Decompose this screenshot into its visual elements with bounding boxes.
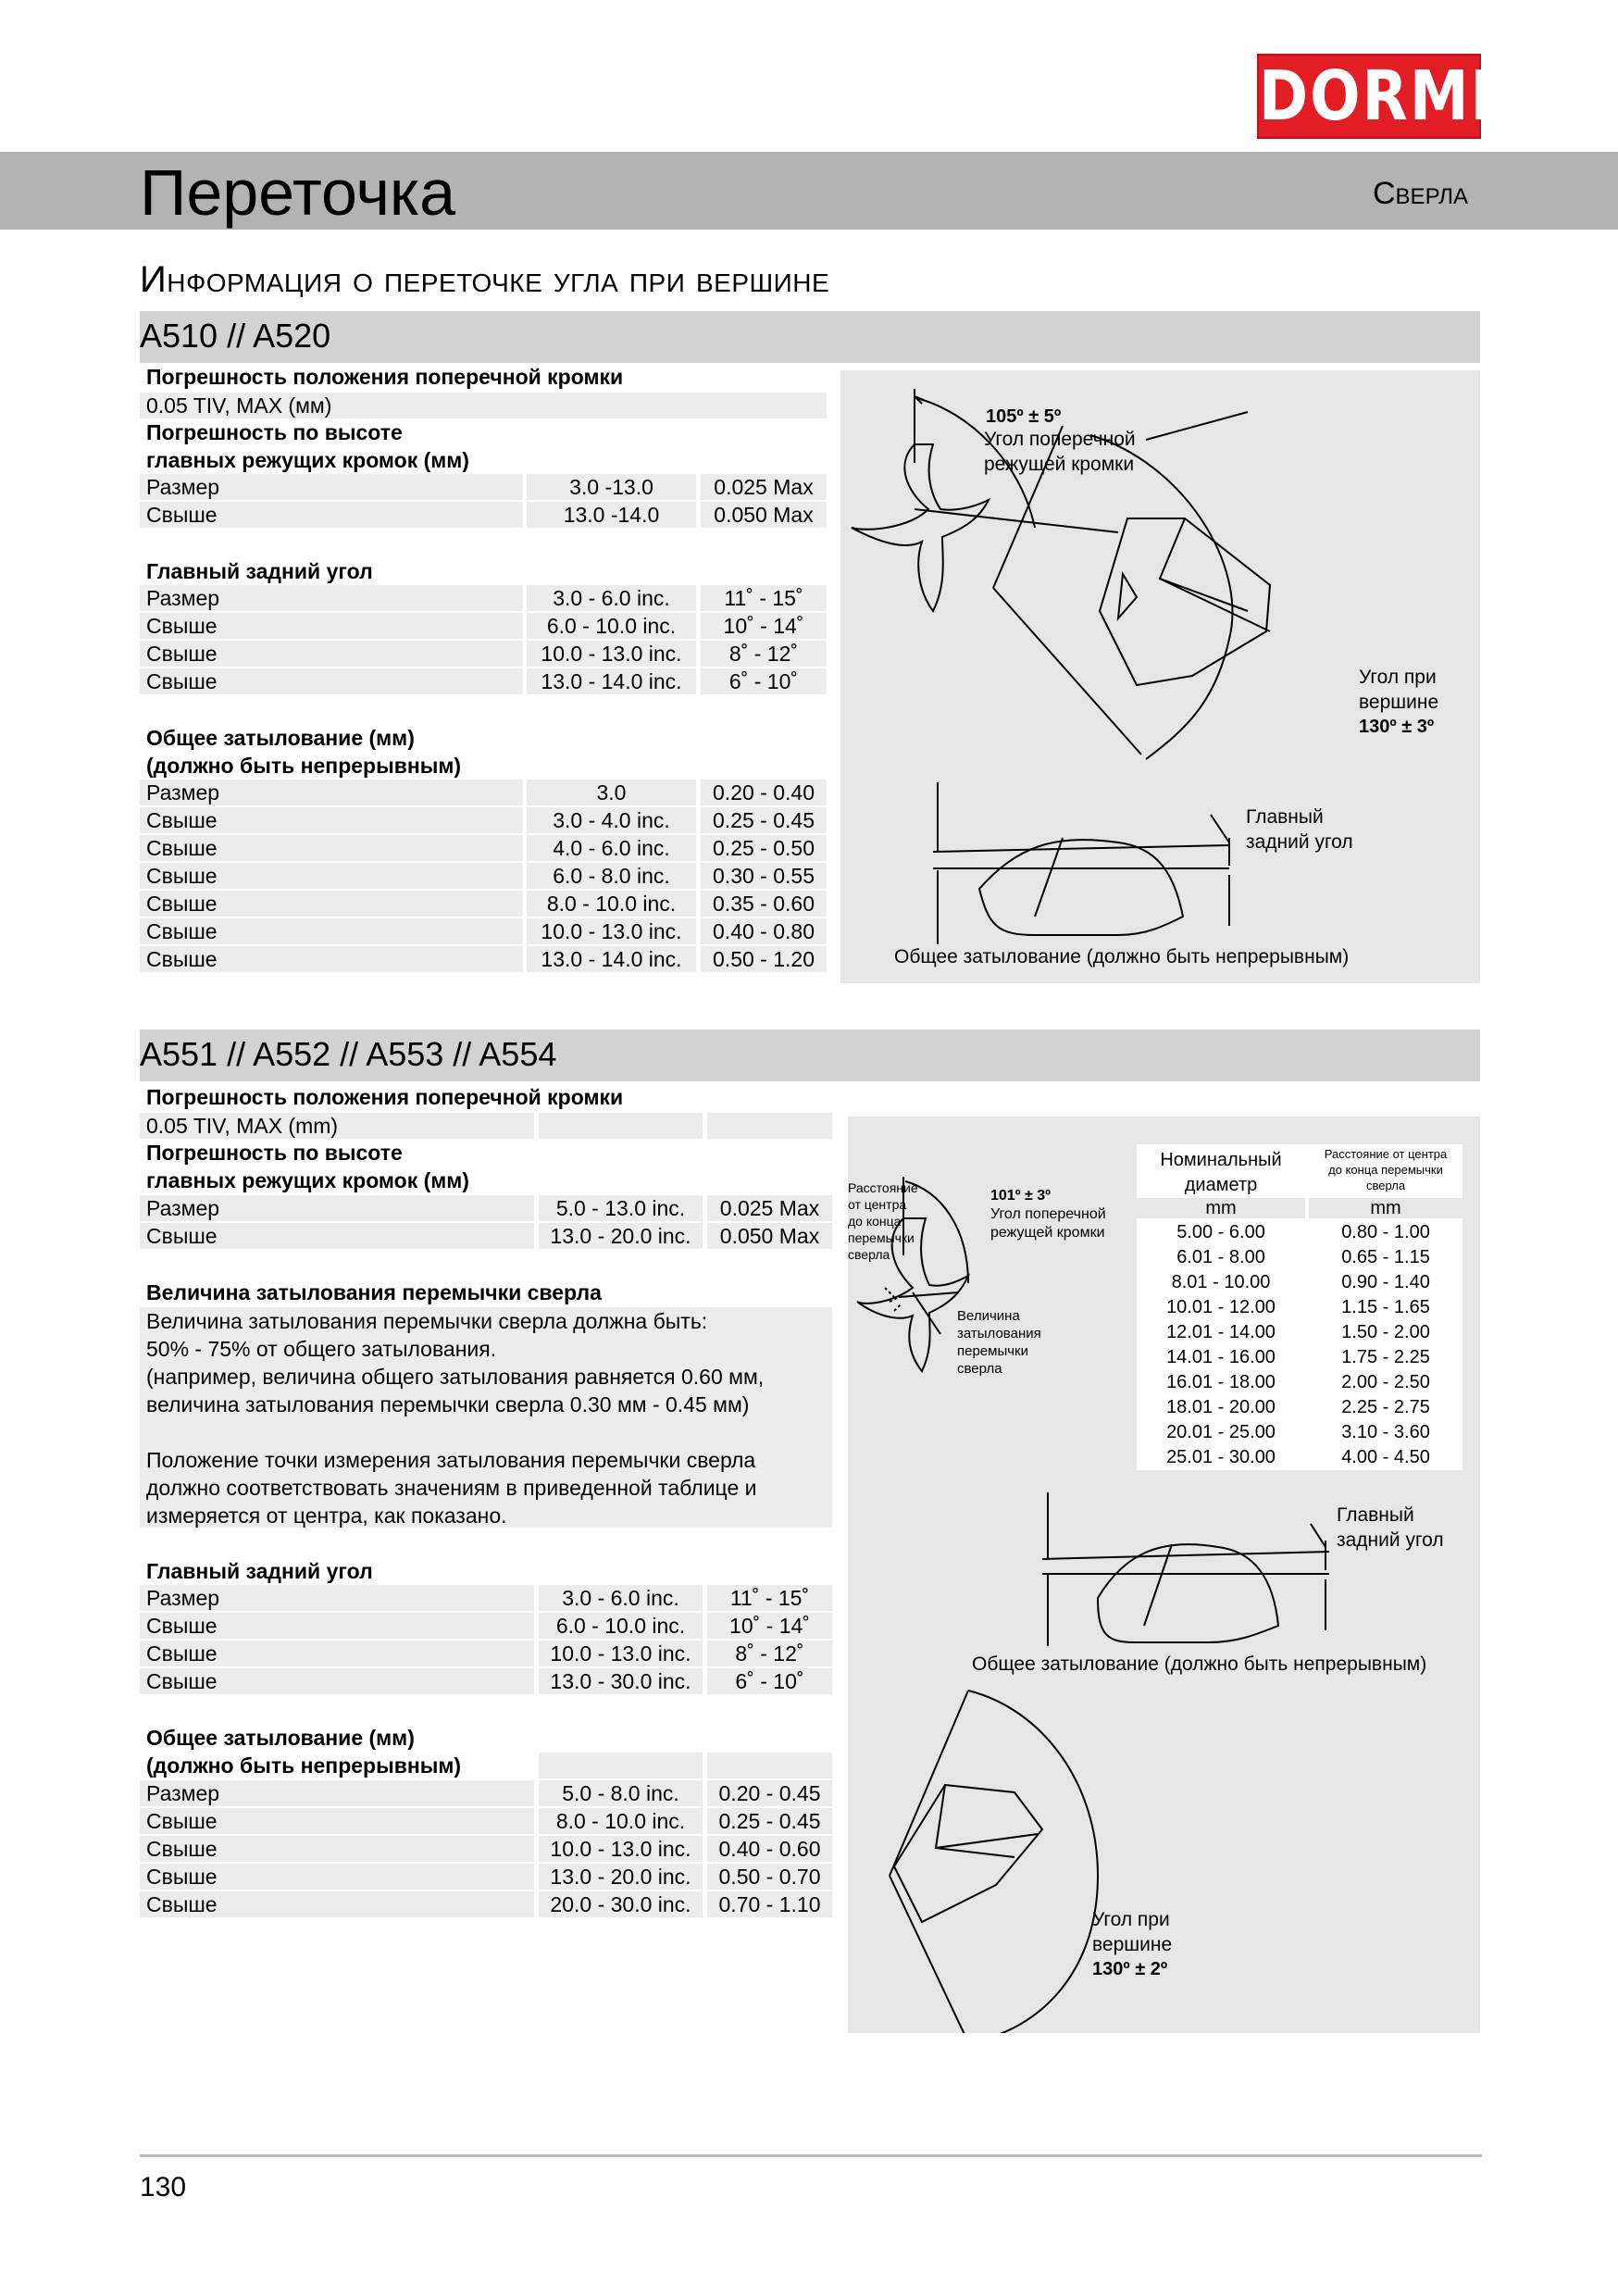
s2-relief-text: Свыше bbox=[146, 1865, 218, 1889]
s1-angle-cell bbox=[140, 585, 523, 611]
section2-title-bar bbox=[140, 1029, 1480, 1081]
s2-web-line-4: величина затылования перемычки сверла 0.30 мм - 0.45 мм) bbox=[146, 1392, 750, 1416]
s2-relief-cell bbox=[707, 1864, 832, 1890]
s1-relief-cell bbox=[527, 946, 696, 972]
s1-angle-text: 6˚ - 10˚ bbox=[728, 669, 799, 693]
s2-height-heading-2: главных режущих кромок (мм) bbox=[146, 1168, 469, 1192]
s2-tab-cell: 8.01 - 10.00 bbox=[1171, 1272, 1271, 1292]
s2-tab-cell: 5.00 - 6.00 bbox=[1176, 1222, 1265, 1242]
section-name: Сверла bbox=[1373, 176, 1468, 211]
s2-tab-header-diameter-2: диаметр bbox=[1184, 1175, 1258, 1195]
s2-angle-cell bbox=[140, 1585, 534, 1611]
s1-relief-text: 0.40 - 0.80 bbox=[713, 919, 815, 943]
s1-angle-cell bbox=[527, 613, 696, 639]
s2-web-line-7: измеряется от центра, как показано. bbox=[146, 1504, 507, 1528]
s2-chisel-angle: 101º ± 3º bbox=[990, 1188, 1051, 1204]
s2-angle-cell bbox=[539, 1585, 703, 1611]
s1-height-cell bbox=[527, 474, 696, 500]
s2-height-cell bbox=[140, 1223, 534, 1249]
s1-height-cell bbox=[701, 502, 827, 528]
s2-tab-unit-1: mm bbox=[1137, 1198, 1305, 1218]
s1-relief-text: 0.30 - 0.55 bbox=[713, 864, 815, 888]
s2-tab-cell: 12.01 - 14.00 bbox=[1166, 1322, 1276, 1342]
s1-angle-text: 8˚ - 12˚ bbox=[728, 642, 799, 666]
s1-angle-text: Размер bbox=[146, 586, 220, 610]
s1-height-heading: Погрешность по высоте bbox=[146, 420, 403, 444]
s2-angle-cell bbox=[707, 1613, 832, 1639]
s2-web-line-6: должно соответствовать значениям в приведенной таблице и bbox=[146, 1476, 757, 1500]
s2-height-cell bbox=[539, 1195, 703, 1221]
s1-angle-text: Свыше bbox=[146, 614, 218, 638]
s1-relief-text: 8.0 - 10.0 inc. bbox=[546, 892, 677, 916]
s2-height-cell bbox=[539, 1223, 703, 1249]
s2-angle-text: 6.0 - 10.0 inc. bbox=[555, 1614, 686, 1638]
s1-relief-cell bbox=[527, 891, 696, 917]
s2-tab-cell: 0.90 - 1.40 bbox=[1341, 1272, 1430, 1292]
s2-relief-text: Свыше bbox=[146, 1892, 218, 1916]
s2-angle-heading: Главный задний угол bbox=[146, 1559, 373, 1583]
s2-dist-label-5: сверла bbox=[848, 1247, 890, 1262]
s2-web-distance-table bbox=[1137, 1144, 1462, 1470]
s2-point-value: 130º ± 2º bbox=[1092, 1959, 1168, 1979]
s2-angle-text: Свыше bbox=[146, 1669, 218, 1693]
s1-relief-text: 13.0 - 14.0 inc. bbox=[541, 947, 682, 971]
s1-angle-text: Свыше bbox=[146, 669, 218, 693]
s2-web-paragraph-1 bbox=[146, 1307, 764, 1418]
s2-tab-cell: 2.00 - 2.50 bbox=[1341, 1372, 1430, 1392]
s1-relief-cell bbox=[527, 835, 696, 861]
s1-angle-text: 10˚ - 14˚ bbox=[723, 614, 804, 638]
s1-pos-value: 0.05 TIV, MAX (мм) bbox=[146, 393, 332, 418]
s1-point-label-1: Угол при bbox=[1359, 667, 1437, 688]
s2-relief-text: Размер bbox=[146, 1781, 220, 1805]
s1-relief-text: Размер bbox=[146, 780, 220, 805]
s1-relief-text: 0.25 - 0.50 bbox=[713, 836, 815, 860]
s1-relief-text: 0.20 - 0.40 bbox=[713, 780, 815, 805]
s2-relief-heading-2: (должно быть непрерывным) bbox=[146, 1753, 462, 1778]
s1-relief-cell bbox=[140, 863, 523, 889]
s1-chisel-label-2: режущей кромки bbox=[984, 454, 1135, 475]
s2-angle-text: 8˚ - 12˚ bbox=[735, 1641, 804, 1666]
s1-relief-text: 0.35 - 0.60 bbox=[713, 892, 815, 916]
s2-relief-caption: Общее затылование (должно быть непрерывным) bbox=[972, 1653, 1427, 1675]
page-title: Переточка bbox=[140, 156, 456, 229]
s2-angle-text: Свыше bbox=[146, 1614, 218, 1638]
s1-relief-cell bbox=[701, 863, 827, 889]
s2-dist-label-3: до конца bbox=[848, 1214, 902, 1229]
s2-angle-text: Размер bbox=[146, 1586, 220, 1610]
s1-relief-cell bbox=[527, 863, 696, 889]
s1-relief-cell bbox=[527, 918, 696, 944]
s2-angle-text: 6˚ - 10˚ bbox=[735, 1669, 804, 1693]
s1-relief-text: 10.0 - 13.0 inc. bbox=[541, 919, 682, 943]
s1-relief-text: Свыше bbox=[146, 808, 218, 832]
s2-tab-cell: 18.01 - 20.00 bbox=[1166, 1397, 1276, 1417]
s1-angle-cell bbox=[140, 668, 523, 694]
s1-relief-text: Свыше bbox=[146, 864, 218, 888]
s2-relief-text: 20.0 - 30.0 inc. bbox=[550, 1892, 691, 1916]
s2-side-view-drawing bbox=[890, 1691, 1098, 2033]
s1-angle-cell bbox=[701, 641, 827, 667]
s2-angle-text: 11˚ - 15˚ bbox=[729, 1586, 810, 1610]
s1-angle-cell bbox=[701, 613, 827, 639]
s2-relief-cell bbox=[140, 1808, 534, 1834]
s2-dist-label-4: перемычки bbox=[848, 1230, 915, 1245]
s1-relief-text: Свыше bbox=[146, 836, 218, 860]
s2-tab-header-diameter-1: Номинальный bbox=[1160, 1150, 1282, 1170]
s2-relief-text: 0.20 - 0.45 bbox=[718, 1781, 821, 1805]
s2-relief-cell bbox=[140, 1836, 534, 1862]
s2-tab-header-distance bbox=[1309, 1146, 1462, 1193]
s2-pos-empty-cell bbox=[539, 1113, 703, 1139]
s2-tab-cell: 6.01 - 8.00 bbox=[1176, 1247, 1265, 1267]
s1-angle-cell bbox=[140, 613, 523, 639]
s2-height-cell bbox=[140, 1195, 534, 1221]
s2-relief-text: 0.70 - 1.10 bbox=[718, 1892, 821, 1916]
s2-tab-cell: 25.01 - 30.00 bbox=[1166, 1447, 1276, 1467]
s2-height-cell bbox=[707, 1195, 832, 1221]
s2-relief-text: 5.0 - 8.0 inc. bbox=[562, 1781, 679, 1805]
s2-web-line-2: 50% - 75% от общего затылования. bbox=[146, 1337, 497, 1361]
s2-relief-empty-cell bbox=[539, 1753, 703, 1778]
s1-relief-text: 3.0 - 4.0 inc. bbox=[553, 808, 670, 832]
s1-relief-cell bbox=[701, 891, 827, 917]
s1-relief-cell bbox=[701, 780, 827, 805]
s2-relief-cell bbox=[707, 1780, 832, 1806]
s1-relief-caption: Общее затылование (должно быть непрерывным) bbox=[894, 946, 1350, 967]
s1-relief-cell bbox=[701, 807, 827, 833]
logo-text: DORMER bbox=[1259, 57, 1561, 137]
s2-web-label-1: Величина bbox=[957, 1308, 1020, 1324]
s2-relief-cell bbox=[539, 1891, 703, 1917]
s2-relief-cell bbox=[539, 1836, 703, 1862]
page-number: 130 bbox=[140, 2172, 187, 2202]
s2-tab-header-distance-1: Расстояние от центра bbox=[1324, 1147, 1448, 1161]
s2-relief-empty-cell-2 bbox=[707, 1753, 832, 1778]
s1-height-cell bbox=[140, 502, 523, 528]
s2-tab-cell: 0.65 - 1.15 bbox=[1341, 1247, 1430, 1267]
s1-angle-text: 11˚ - 15˚ bbox=[724, 586, 803, 610]
s1-pos-cell bbox=[140, 393, 827, 418]
s2-angle-cell bbox=[539, 1641, 703, 1666]
s2-tab-header-distance-2: до конца перемычки bbox=[1328, 1163, 1443, 1177]
s1-angle-text: 10.0 - 13.0 inc. bbox=[541, 642, 682, 666]
s2-angle-cell bbox=[140, 1641, 534, 1666]
s1-relief-text: 6.0 - 8.0 inc. bbox=[553, 864, 670, 888]
s1-relief-cell bbox=[527, 807, 696, 833]
s2-tab-header-distance-3: сверла bbox=[1365, 1179, 1406, 1192]
s1-height-text: Размер bbox=[146, 475, 220, 499]
s2-web-label-3: перемычки bbox=[957, 1343, 1028, 1359]
s1-end-view-drawing bbox=[852, 389, 1118, 611]
s1-relief-cell bbox=[701, 918, 827, 944]
s2-angle-text: 13.0 - 30.0 inc. bbox=[550, 1669, 691, 1693]
s1-height-text: 0.050 Max bbox=[714, 503, 814, 527]
s1-relief-cell bbox=[140, 835, 523, 861]
s1-relief-text: 0.25 - 0.45 bbox=[713, 808, 815, 832]
s1-point-label-2: вершине bbox=[1359, 692, 1439, 713]
s2-web-line-5: Положение точки измерения затылования перемычки сверла bbox=[146, 1448, 756, 1472]
s2-relief-cell bbox=[140, 1864, 534, 1890]
s1-relief-cell bbox=[140, 780, 523, 805]
s2-relief-cell bbox=[539, 1864, 703, 1890]
s1-height-cell bbox=[701, 474, 827, 500]
s1-relief-cell bbox=[140, 891, 523, 917]
s1-angle-text: Свыше bbox=[146, 642, 218, 666]
s2-relief-cell bbox=[707, 1808, 832, 1834]
s2-relief-text: 10.0 - 13.0 inc. bbox=[550, 1837, 691, 1861]
dormer-logo bbox=[1257, 54, 1561, 139]
s1-angle-text: 13.0 - 14.0 inc. bbox=[541, 669, 682, 693]
s2-angle-text: 10.0 - 13.0 inc. bbox=[550, 1641, 691, 1666]
s1-height-text: 3.0 -13.0 bbox=[569, 475, 653, 499]
s2-web-line-1: Величина затылования перемычки сверла должна быть: bbox=[146, 1309, 708, 1333]
s2-height-text: Свыше bbox=[146, 1224, 218, 1248]
s2-angle-text: 10˚ - 14˚ bbox=[729, 1614, 810, 1638]
s1-relief-heading: Общее затылование (мм) bbox=[146, 726, 415, 750]
s1-angle-cell bbox=[527, 585, 696, 611]
s1-height-text: Свыше bbox=[146, 503, 218, 527]
s1-angle-text: 6.0 - 10.0 inc. bbox=[546, 614, 677, 638]
s2-relief-text: Свыше bbox=[146, 1809, 218, 1833]
s2-tab-cell: 20.01 - 25.00 bbox=[1166, 1422, 1276, 1442]
s2-relief-text: 8.0 - 10.0 inc. bbox=[555, 1809, 686, 1833]
s1-relief-cell bbox=[140, 946, 523, 972]
s2-lip-label-1: Главный bbox=[1337, 1504, 1414, 1526]
s2-tab-cell: 10.01 - 12.00 bbox=[1166, 1297, 1276, 1317]
s2-relief-heading: Общее затылование (мм) bbox=[146, 1726, 415, 1750]
s1-lip-label-2: задний угол bbox=[1246, 831, 1353, 853]
s1-angle-cell bbox=[527, 668, 696, 694]
s2-web-line-3: (например, величина общего затылования равняется 0.60 мм, bbox=[146, 1365, 765, 1389]
s1-relief-cell bbox=[701, 835, 827, 861]
s2-web-paragraph-2 bbox=[146, 1446, 757, 1529]
s1-angle-heading: Главный задний угол bbox=[146, 559, 373, 583]
s2-angle-cell bbox=[140, 1668, 534, 1694]
s2-height-text: Размер bbox=[146, 1196, 220, 1220]
section1-title-bar bbox=[140, 311, 1480, 363]
s2-angle-cell bbox=[707, 1641, 832, 1666]
s1-relief-cell bbox=[140, 807, 523, 833]
s1-relief-text: Свыше bbox=[146, 892, 218, 916]
s2-relief-cell bbox=[707, 1891, 832, 1917]
s2-pos-heading: Погрешность положения поперечной кромки bbox=[146, 1085, 624, 1109]
s2-angle-text: 3.0 - 6.0 inc. bbox=[562, 1586, 679, 1610]
s2-web-label-2: затылования bbox=[957, 1326, 1041, 1341]
s1-height-heading-2: главных режущих кромок (мм) bbox=[146, 448, 469, 472]
s2-point-label-1: Угол при bbox=[1092, 1909, 1170, 1930]
subtitle: Информация о переточке угла при вершине bbox=[140, 259, 830, 300]
s2-dist-label-1: Расстояние bbox=[848, 1180, 918, 1195]
s1-chisel-label-1: Угол поперечной bbox=[984, 429, 1136, 450]
s1-lip-label-1: Главный bbox=[1246, 806, 1324, 828]
s2-height-heading: Погрешность по высоте bbox=[146, 1141, 403, 1165]
s1-relief-heading-2: (должно быть непрерывным) bbox=[146, 754, 462, 778]
s2-pos-value: 0.05 TIV, MAX (mm) bbox=[146, 1114, 339, 1138]
section1-title: A510 // A520 bbox=[140, 317, 331, 355]
s2-relief-cell bbox=[140, 1891, 534, 1917]
s2-height-cell bbox=[707, 1223, 832, 1249]
s2-chisel-label-1: Угол поперечной bbox=[990, 1206, 1106, 1222]
s2-height-text: 13.0 - 20.0 inc. bbox=[550, 1224, 691, 1248]
section1-drawings bbox=[840, 370, 1480, 983]
s2-tab-cell: 4.00 - 4.50 bbox=[1341, 1447, 1430, 1467]
s2-tab-cell: 1.75 - 2.25 bbox=[1341, 1347, 1430, 1367]
s2-dist-label-2: от центра bbox=[848, 1197, 907, 1212]
s2-pos-empty-cell-2 bbox=[707, 1113, 832, 1139]
s1-angle-cell bbox=[527, 641, 696, 667]
s1-relief-text: 0.50 - 1.20 bbox=[713, 947, 815, 971]
s1-point-value: 130º ± 3º bbox=[1359, 717, 1435, 737]
s2-point-label-2: вершине bbox=[1092, 1934, 1173, 1955]
s2-web-label-4: сверла bbox=[957, 1361, 1002, 1377]
s2-angle-text: Свыше bbox=[146, 1641, 218, 1666]
s1-relief-cell bbox=[140, 918, 523, 944]
s2-lip-label-2: задний угол bbox=[1337, 1529, 1444, 1551]
s2-relief-text: 0.25 - 0.45 bbox=[718, 1809, 821, 1833]
s1-angle-text: 3.0 - 6.0 inc. bbox=[553, 586, 670, 610]
s2-tab-cell: 2.25 - 2.75 bbox=[1341, 1397, 1430, 1417]
s2-relief-cell bbox=[707, 1836, 832, 1862]
s2-height-text: 0.025 Max bbox=[719, 1196, 820, 1220]
s2-chisel-label-2: режущей кромки bbox=[990, 1225, 1105, 1241]
s1-relief-cell bbox=[701, 946, 827, 972]
section2-title: A551 // A552 // A553 // A554 bbox=[140, 1035, 557, 1073]
s2-height-text: 0.050 Max bbox=[719, 1224, 820, 1248]
s1-relief-text: 3.0 bbox=[596, 780, 627, 805]
s1-relief-cell bbox=[527, 780, 696, 805]
s2-clearance-drawing bbox=[1042, 1492, 1329, 1646]
s2-tab-cell: 1.50 - 2.00 bbox=[1341, 1322, 1430, 1342]
header-band bbox=[0, 152, 1618, 230]
s2-angle-cell bbox=[707, 1668, 832, 1694]
s2-web-heading: Величина затылования перемычки сверла bbox=[146, 1280, 602, 1304]
s1-clearance-drawing bbox=[933, 782, 1229, 944]
s2-relief-text: 0.50 - 0.70 bbox=[718, 1865, 821, 1889]
s1-angle-cell bbox=[140, 641, 523, 667]
s2-angle-cell bbox=[707, 1585, 832, 1611]
s2-angle-cell bbox=[140, 1613, 534, 1639]
s2-tab-cell: 14.01 - 16.00 bbox=[1166, 1347, 1276, 1367]
s2-relief-text: 0.40 - 0.60 bbox=[718, 1837, 821, 1861]
s1-chisel-angle: 105º ± 5º bbox=[986, 406, 1062, 427]
footer-rule bbox=[140, 2154, 1482, 2157]
s2-angle-cell bbox=[539, 1613, 703, 1639]
s1-relief-text: 4.0 - 6.0 inc. bbox=[553, 836, 670, 860]
s2-relief-cell bbox=[539, 1780, 703, 1806]
s1-relief-text: Свыше bbox=[146, 947, 218, 971]
s2-tab-header-diameter bbox=[1137, 1148, 1305, 1198]
s1-relief-text: Свыше bbox=[146, 919, 218, 943]
s2-pos-cell bbox=[140, 1113, 534, 1139]
s1-angle-cell bbox=[701, 668, 827, 694]
s2-tab-unit-2: mm bbox=[1309, 1198, 1462, 1218]
s2-tab-cell: 16.01 - 18.00 bbox=[1166, 1372, 1276, 1392]
s1-height-text: 0.025 Max bbox=[714, 475, 814, 499]
s2-tab-cell: 0.80 - 1.00 bbox=[1341, 1222, 1430, 1242]
s2-relief-text: 13.0 - 20.0 inc. bbox=[550, 1865, 691, 1889]
s1-height-cell bbox=[140, 474, 523, 500]
s2-relief-text: Свыше bbox=[146, 1837, 218, 1861]
s2-tab-cell: 3.10 - 3.60 bbox=[1341, 1422, 1430, 1442]
s1-height-text: 13.0 -14.0 bbox=[563, 503, 660, 527]
s2-tab-cell: 1.15 - 1.65 bbox=[1341, 1297, 1430, 1317]
s2-relief-cell bbox=[140, 1780, 534, 1806]
s1-height-cell bbox=[527, 502, 696, 528]
s2-height-text: 5.0 - 13.0 inc. bbox=[555, 1196, 686, 1220]
s2-angle-cell bbox=[539, 1668, 703, 1694]
s1-pos-heading: Погрешность положения поперечной кромки bbox=[146, 365, 624, 389]
s2-relief-cell bbox=[539, 1808, 703, 1834]
s1-angle-cell bbox=[701, 585, 827, 611]
